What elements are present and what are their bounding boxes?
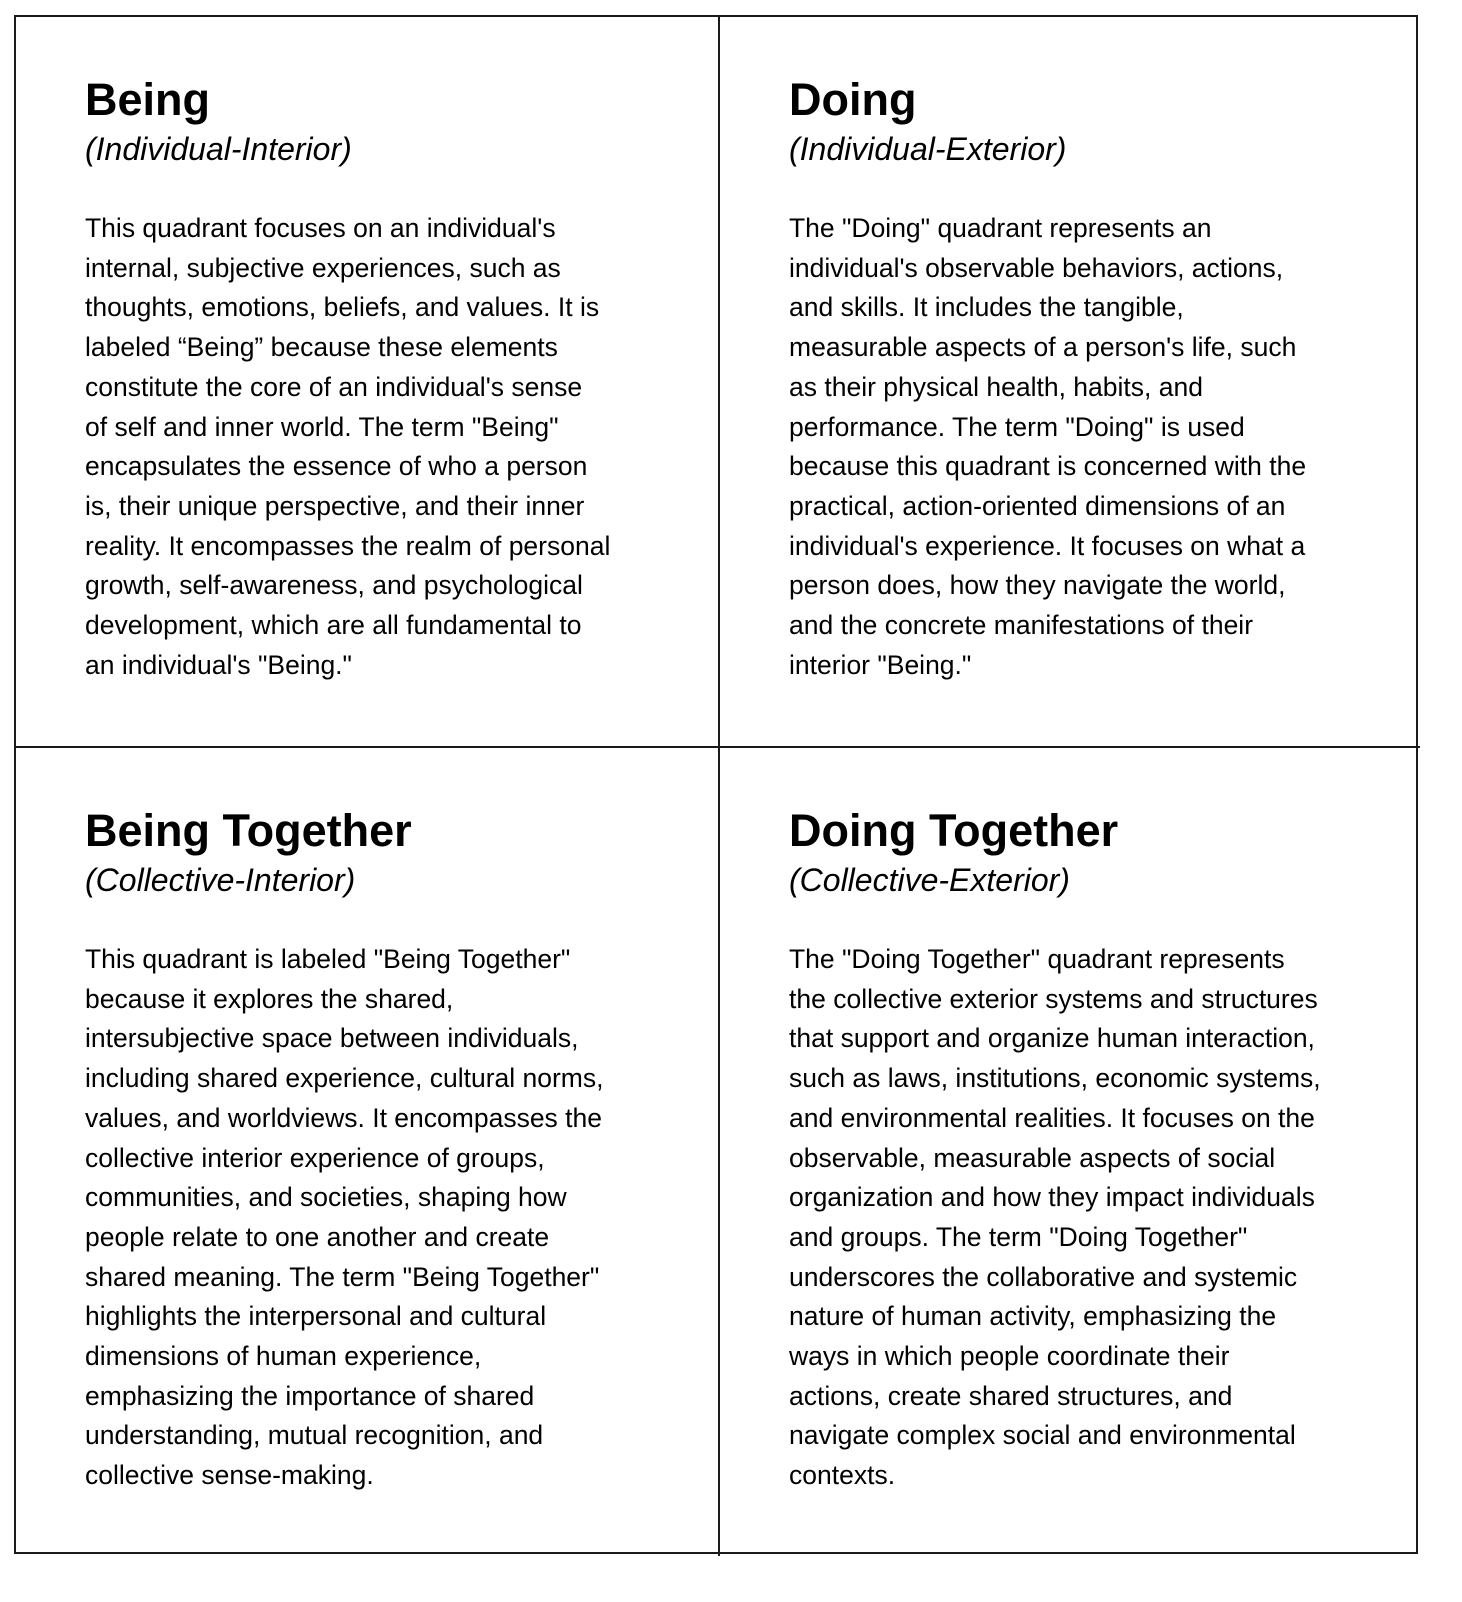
description-line: encapsulates the essence of who a person [85,451,588,482]
description-line: This quadrant is labeled "Being Together" [85,944,571,974]
description-line: as their physical health, habits, and [789,371,1203,402]
description-line: intersubjective space between individuals, [85,1023,579,1054]
description-line: labeled “Being” because these elements [85,332,558,363]
description-line: highlights the interpersonal and cultural [85,1301,547,1332]
description-line: thoughts, emotions, beliefs, and values. It is [85,292,600,323]
description-line: observable, measurable aspects of social [789,1142,1276,1173]
description-line: communities, and societies, shaping how [85,1182,567,1213]
description-line: contexts. [789,1460,896,1491]
description-line: practical, action-oriented dimensions of an [789,490,1286,521]
description-line: growth, self-awareness, and psychological [85,570,583,601]
quadrant-subtitle: (Collective-Interior) [85,862,356,898]
description-line: individual's experience. It focuses on what a [789,530,1306,561]
description-line: and environmental realities. It focuses on the [789,1102,1315,1133]
description-line: understanding, mutual recognition, and [85,1420,544,1451]
description-line: and groups. The term "Doing Together" [789,1221,1248,1252]
description-line: navigate complex social and environmental [789,1420,1296,1451]
description-line: organization and how they impact individuals [789,1182,1315,1213]
description-line: performance. The term "Doing" is used [789,411,1245,442]
quadrant-being-together [16,746,718,1556]
description-line: nature of human activity, emphasizing the [789,1301,1277,1332]
quadrant-doing [718,17,1420,746]
description-line: internal, subjective experiences, such as [85,252,561,283]
description-line: The "Doing Together" quadrant represents [789,944,1285,974]
description-line: values, and worldviews. It encompasses the [85,1102,603,1133]
description-line: collective sense-making. [85,1460,374,1491]
description-line: underscores the collaborative and systemic [789,1261,1298,1292]
quadrant-description [85,940,685,1496]
description-line: and skills. It includes the tangible, [789,292,1184,323]
description-line: The "Doing" quadrant represents an [789,213,1212,243]
description-line: This quadrant focuses on an individual's [85,213,556,243]
description-line: of self and inner world. The term "Being" [85,411,559,442]
description-line: and the concrete manifestations of their [789,610,1254,641]
description-line: ways in which people coordinate their [789,1341,1230,1372]
description-line: individual's observable behaviors, actions, [789,252,1284,283]
quadrant-grid [14,15,1418,1554]
description-line: the collective exterior systems and structures [789,983,1318,1014]
description-line: actions, create shared structures, and [789,1380,1233,1411]
description-line: that support and organize human interaction, [789,1023,1315,1054]
description-line: interior "Being." [789,649,972,680]
description-line: an individual's "Being." [85,649,352,680]
description-line: emphasizing the importance of shared [85,1380,535,1411]
quadrant-title: Doing Together [789,805,1119,856]
description-line: dimensions of human experience, [85,1341,482,1372]
quadrant-description [789,209,1389,685]
description-line: measurable aspects of a person's life, such [789,332,1297,363]
description-line: because it explores the shared, [85,983,454,1014]
description-line: collective interior experience of groups, [85,1142,545,1173]
quadrant-being [16,17,718,746]
quadrant-title: Doing [789,74,917,125]
quadrant-subtitle: (Individual-Exterior) [789,131,1067,167]
quadrant-subtitle: (Individual-Interior) [85,131,352,167]
quadrant-description [789,940,1389,1496]
description-line: shared meaning. The term "Being Together" [85,1261,600,1292]
quadrant-title: Being Together [85,805,412,856]
quadrant-title: Being [85,74,211,125]
description-line: reality. It encompasses the realm of personal [85,530,611,561]
description-line: development, which are all fundamental to [85,610,582,641]
quadrant-description [85,209,685,685]
description-line: person does, how they navigate the world, [789,570,1286,601]
description-line: because this quadrant is concerned with the [789,451,1307,482]
quadrant-subtitle: (Collective-Exterior) [789,862,1070,898]
description-line: constitute the core of an individual's sense [85,371,583,402]
description-line: including shared experience, cultural norms, [85,1063,604,1094]
description-line: such as laws, institutions, economic systems, [789,1063,1321,1094]
description-line: people relate to one another and create [85,1221,550,1252]
quadrant-doing-together [718,746,1420,1556]
description-line: is, their unique perspective, and their inner [85,490,585,521]
